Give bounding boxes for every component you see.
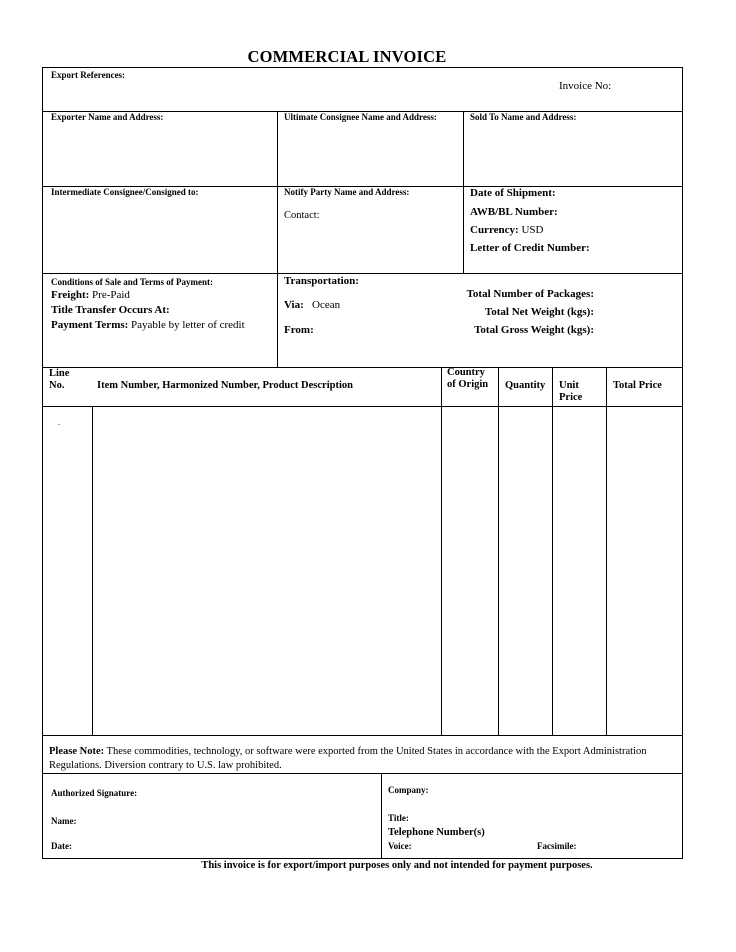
total-gross-weight-label: Total Gross Weight (kgs): (474, 324, 594, 336)
invoice-form (42, 67, 683, 859)
currency-value: USD (521, 224, 544, 236)
currency-label: Currency: (470, 224, 519, 236)
header-origin-text: of Origin (447, 379, 489, 390)
invoice-title: COMMERCIAL INVOICE (247, 47, 447, 66)
title-transfer-label: Title Transfer Occurs At: (51, 304, 170, 316)
facsimile-label: Facsimile: (537, 841, 577, 851)
divider (43, 773, 682, 774)
currency-field (470, 224, 543, 236)
header-country-of-origin (447, 367, 488, 391)
ultimate-consignee-label: Ultimate Consignee Name and Address: (284, 112, 437, 122)
divider (277, 111, 278, 367)
header-price-text: Price (559, 392, 583, 403)
divider (43, 273, 682, 274)
header-quantity: Quantity (505, 380, 546, 391)
export-references-label: Export References: (51, 70, 126, 80)
payment-terms-label: Payment Terms: (51, 319, 129, 331)
note-label: Please Note: (49, 746, 105, 757)
freight-field (51, 289, 130, 301)
freight-label: Freight: (51, 289, 90, 301)
voice-label: Voice: (388, 841, 412, 851)
from-label: From: (284, 324, 314, 336)
header-description: Item Number, Harmonized Number, Product Description (97, 380, 353, 391)
conditions-heading: Conditions of Sale and Terms of Payment: (51, 277, 214, 287)
date-label: Date: (51, 841, 72, 851)
header-line-text: Line (49, 368, 70, 379)
authorized-signature-label: Authorized Signature: (51, 788, 138, 798)
header-unit-text: Unit (559, 380, 579, 391)
divider (606, 367, 607, 735)
total-net-weight-label: Total Net Weight (kgs): (484, 306, 594, 318)
payment-terms-field (51, 319, 245, 331)
header-line-no (49, 368, 69, 392)
footer-disclaimer: This invoice is for export/import purposes only and not intended for payment purposes. (201, 860, 593, 871)
notify-party-label: Notify Party Name and Address: (284, 187, 410, 197)
date-of-shipment-label: Date of Shipment: (470, 187, 556, 199)
via-label: Via: (284, 299, 304, 311)
header-unit-price (559, 380, 582, 404)
transportation-heading: Transportation: (284, 275, 359, 287)
divider (552, 367, 553, 735)
via-value: Ocean (312, 299, 341, 311)
name-label: Name: (51, 816, 77, 826)
intermediate-consignee-label: Intermediate Consignee/Consigned to: (51, 187, 199, 197)
divider (43, 406, 682, 407)
awb-bl-number-label: AWB/BL Number: (470, 206, 558, 218)
via-field (284, 299, 340, 311)
company-label: Company: (388, 785, 429, 795)
sold-to-label: Sold To Name and Address: (470, 112, 577, 122)
header-total-price: Total Price (613, 380, 662, 391)
divider (43, 735, 682, 736)
note-text-2: Regulations. Diversion contrary to U.S. law prohibited. (49, 760, 282, 771)
exporter-label: Exporter Name and Address: (51, 112, 164, 122)
total-packages-label: Total Number of Packages: (466, 288, 594, 300)
line-item-mark: . (58, 418, 60, 427)
divider (381, 773, 382, 859)
divider (498, 367, 499, 735)
note-line-1 (49, 746, 646, 757)
divider (441, 367, 442, 735)
header-country-text: Country (447, 367, 485, 378)
header-no-text: No. (49, 380, 65, 391)
freight-value: Pre-Paid (92, 289, 130, 301)
divider (43, 367, 682, 368)
invoice-no-label: Invoice No: (559, 80, 612, 92)
note-text-1: These commodities, technology, or software were exported from the United States in accordance with the Export Administration (106, 746, 647, 757)
divider (92, 406, 93, 735)
contact-label: Contact: (284, 210, 320, 221)
payment-terms-value: Payable by letter of credit (131, 319, 245, 331)
telephone-label: Telephone Number(s) (388, 827, 485, 838)
letter-of-credit-label: Letter of Credit Number: (470, 242, 590, 254)
title-label: Title: (388, 813, 409, 823)
divider (463, 111, 464, 273)
